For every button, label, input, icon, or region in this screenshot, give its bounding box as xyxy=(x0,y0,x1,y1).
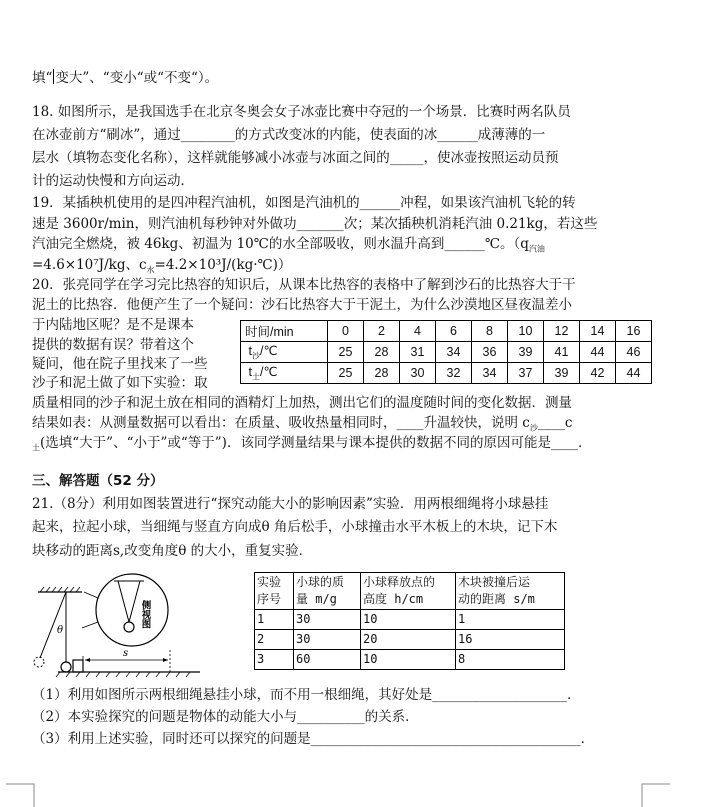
q20-line-9 xyxy=(32,434,591,458)
row-label-soil-unit: /℃ xyxy=(259,364,278,379)
q20-line-5: 疑问，他在院子里找来了一些 xyxy=(32,356,208,372)
q19-line-3-text: 汽油完全燃烧，被 46kg、初温为 10℃的水全部吸收，则水温升高到______℃。（q xyxy=(32,236,529,252)
table-cell: 20 xyxy=(361,630,456,650)
pendulum-apparatus-figure xyxy=(30,570,230,680)
q20-line-7: 质量相同的沙子和泥土放在相同的酒精灯上加热，测出它们的温度随时间的变化数据．测量 xyxy=(32,395,572,411)
soil-cell: 39 xyxy=(544,363,580,384)
header-line: 序号 xyxy=(257,592,282,606)
soil-cell: 25 xyxy=(328,363,364,384)
table-row xyxy=(255,650,565,670)
q20-line-4: 提供的数据有误？带着这个 xyxy=(32,337,194,353)
time-cell: 6 xyxy=(436,321,472,342)
table-cell: 10 xyxy=(361,610,456,630)
soil-cell: 32 xyxy=(436,363,472,384)
distance-s-label: s xyxy=(123,648,129,659)
section-3-heading: 三、解答题（52 分） xyxy=(32,473,164,489)
table-row xyxy=(241,342,652,363)
row-label-sand-unit: /℃ xyxy=(259,343,278,358)
time-cell: 0 xyxy=(328,321,364,342)
table-cell: 2 xyxy=(255,630,294,650)
table-cell: 30 xyxy=(294,630,361,650)
q19-line-1: 19．某插秧机使用的是四冲程汽油机，如图是汽油机的______冲程，如果该汽油机飞轮的转 xyxy=(32,195,576,211)
table-row xyxy=(255,630,565,650)
table-cell: 30 xyxy=(294,610,361,630)
time-cell: 8 xyxy=(472,321,508,342)
soil-cell: 30 xyxy=(400,363,436,384)
sand-cell: 25 xyxy=(328,342,364,363)
q19-line-4-post: =4.2×10³J/(kg·℃)） xyxy=(154,257,292,273)
q18-line-2: 在冰壶前方“刷冰”，通过________的方式改变冰的内能，使表面的冰______成薄薄的一 xyxy=(32,127,546,143)
time-cell: 16 xyxy=(616,321,652,342)
table-row xyxy=(255,573,565,610)
row-label-soil-sub: 土 xyxy=(251,372,260,382)
header-line: 实验 xyxy=(257,575,282,589)
corner-mark-left xyxy=(0,780,40,807)
time-cell: 14 xyxy=(580,321,616,342)
q20-sub-sand: 沙 xyxy=(529,423,538,433)
q20-sub-soil: 土 xyxy=(32,443,40,453)
q21-line-3: 块移动的距离s,改变角度θ 的大小，重复实验． xyxy=(32,543,313,559)
header-line: 木块被撞后运 xyxy=(458,575,531,589)
q20-line-9-text: (选填“大于”、“小于”或“等于”)．该同学测量结果与课本提供的数据不同的原因可能是____． xyxy=(40,435,592,451)
q17-tail xyxy=(32,69,218,87)
row-label-sand xyxy=(241,342,328,363)
sand-cell: 41 xyxy=(544,342,580,363)
table-cell: 1 xyxy=(456,610,565,630)
soil-cell: 34 xyxy=(472,363,508,384)
sand-cell: 44 xyxy=(580,342,616,363)
time-cell: 10 xyxy=(508,321,544,342)
table-cell: 10 xyxy=(361,650,456,670)
q20-line-1: 20．张亮同学在学习完比热容的知识后，从课本比热容的表格中了解到沙石的比热容大于干 xyxy=(32,277,576,293)
header-cell xyxy=(255,573,294,610)
q19-sub-gasoline: 汽油 xyxy=(528,244,545,254)
header-cell xyxy=(294,573,361,610)
row-label-sand-t: t xyxy=(248,343,252,358)
table-row xyxy=(255,610,565,630)
sand-cell: 28 xyxy=(364,342,400,363)
soil-cell: 42 xyxy=(580,363,616,384)
q19-line-4-text: =4.6×10⁷J/kg、c xyxy=(32,257,147,273)
header-line: 小球的质 xyxy=(296,575,345,589)
q20-line-3: 于内陆地区呢？是不是课本 xyxy=(32,317,194,333)
q19-line-2: 速是 3600r/min，则汽油机每秒钟对外做功_______次；某次插秧机消耗汽油 0.21kg，若这些 xyxy=(32,216,598,232)
header-line: 高度 h/cm xyxy=(363,592,424,606)
q21-sub-2: （2）本实验探究的问题是物体的动能大小与__________的关系． xyxy=(32,709,419,725)
q20-line-6: 沙子和泥土做了如下实验：取 xyxy=(32,375,208,391)
soil-cell: 28 xyxy=(364,363,400,384)
row-label-soil-t: t xyxy=(248,364,252,379)
table-cell: 60 xyxy=(294,650,361,670)
row-label-sand-sub: 沙 xyxy=(251,351,260,361)
q20-temperature-table xyxy=(240,320,652,384)
q19-sub-water: 水 xyxy=(146,265,155,275)
q18-line-1: 18. 如图所示，是我国选手在北京冬奥会女子冰壶比赛中夺冠的一个场景．比赛时两名队员 xyxy=(32,104,571,120)
sand-cell: 34 xyxy=(436,342,472,363)
table-cell: 8 xyxy=(456,650,565,670)
q20-line-8-post: ____c xyxy=(537,415,573,431)
q18-line-3: 层水（填物态变化名称），这样就能够减小冰壶与冰面之间的_____，使冰壶按照运动员预 xyxy=(32,150,559,166)
q21-sub-1: （1）利用如图所示两根细绳悬挂小球，而不用一根细绳，其好处是____________________． xyxy=(32,687,581,703)
header-line: 动的距离 s/m xyxy=(458,592,535,606)
table-cell: 16 xyxy=(456,630,565,650)
q20-line-8-text: 结果如表：从测量数据可以看出：在质量、吸收热量相同时，____升温较快，说明 c xyxy=(32,415,530,431)
table-cell: 3 xyxy=(255,650,294,670)
q20-line-2: 泥土的比热容．他便产生了一个疑问：沙石比热容大于干泥土，为什么沙漠地区昼夜温差小 xyxy=(32,297,572,313)
q21-line-2: 起来，拉起小球，当细绳与竖直方向成θ 角后松手，小球撞击水平木板上的木块，记下木 xyxy=(32,519,558,535)
table-cell: 1 xyxy=(255,610,294,630)
q17-tail-pre: 填“ xyxy=(32,70,53,86)
side-view-label: 侧视图 xyxy=(139,600,151,629)
sand-cell: 39 xyxy=(508,342,544,363)
time-cell: 2 xyxy=(364,321,400,342)
q21-line-1: 21.（8分）利用如图装置进行“探究动能大小的影响因素”实验．用两根细绳将小球悬挂 xyxy=(32,496,549,512)
header-line: 小球释放点的 xyxy=(363,575,436,589)
row-label-soil xyxy=(241,363,328,384)
sand-cell: 36 xyxy=(472,342,508,363)
table-head-time: 时间/min xyxy=(241,321,328,342)
sand-cell: 31 xyxy=(400,342,436,363)
soil-cell: 37 xyxy=(508,363,544,384)
q17-tail-post: 变大”、“变小“或“不变“）。 xyxy=(55,70,219,86)
theta-label: θ xyxy=(57,625,64,636)
q21-experiment-table xyxy=(254,572,565,670)
header-cell xyxy=(361,573,456,610)
sand-cell: 46 xyxy=(616,342,652,363)
table-row xyxy=(241,363,652,384)
q21-sub-3: （3）利用上述实验，同时还可以探究的问题是________________________________________． xyxy=(32,731,595,747)
table-row xyxy=(241,321,652,342)
corner-mark-right xyxy=(636,780,676,807)
time-cell: 12 xyxy=(544,321,580,342)
soil-cell: 44 xyxy=(616,363,652,384)
time-cell: 4 xyxy=(400,321,436,342)
header-cell xyxy=(456,573,565,610)
header-line: 量 m/g xyxy=(296,592,337,606)
q18-line-4: 计的运动快慢和方向运动． xyxy=(32,173,194,189)
